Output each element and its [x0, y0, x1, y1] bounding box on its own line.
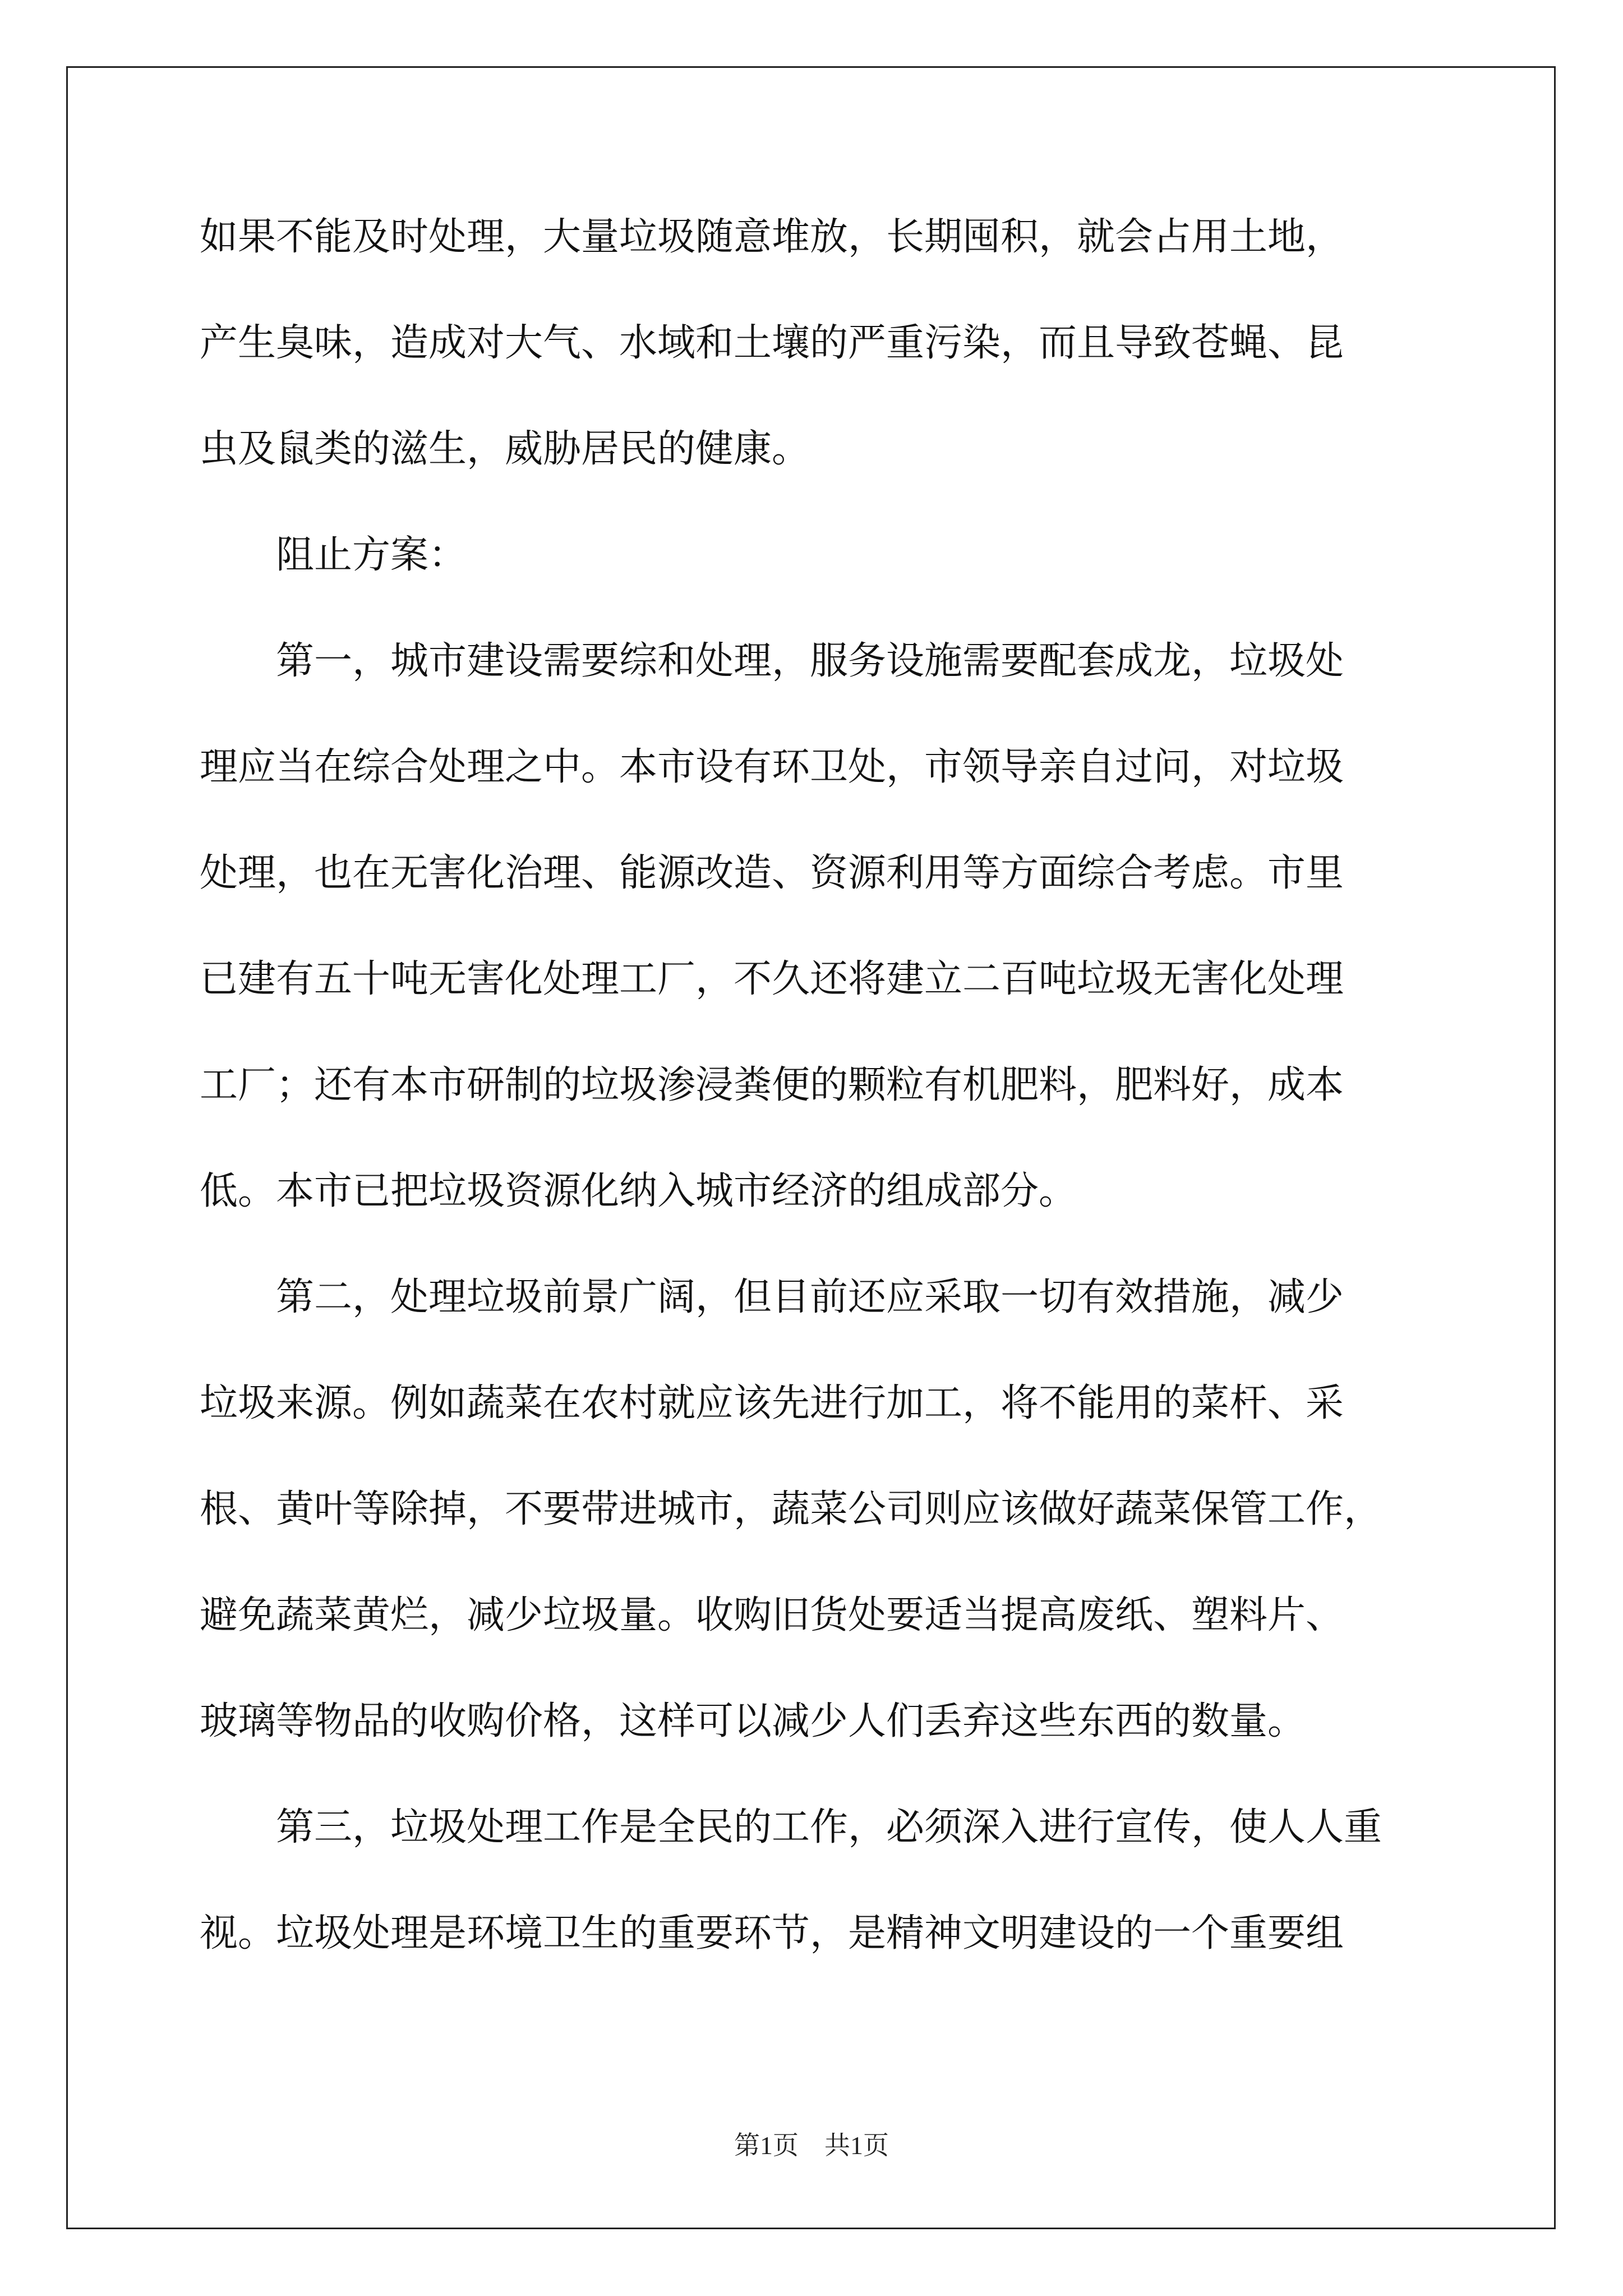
text-line: 第二，处理垃圾前景广阔，但目前还应采取一切有效措施，减少: [200, 1275, 1344, 1319]
text-line: 已建有五十吨无害化处理工厂，不久还将建立二百吨垃圾无害化处理: [200, 957, 1344, 1001]
page-border: [66, 66, 1556, 2229]
text-line: 根、黄叶等除掉，不要带进城市，蔬菜公司则应该做好蔬菜保管工作，: [200, 1487, 1382, 1531]
page-number: 第1页 共1页: [734, 2131, 889, 2160]
text-line: 视。垃圾处理是环境卫生的重要环节，是精神文明建设的一个重要组: [200, 1911, 1344, 1955]
section-heading: 阻止方案：: [200, 533, 467, 577]
text-line: 工厂；还有本市研制的垃圾渗浸粪便的颗粒有机肥料，肥料好，成本: [200, 1063, 1344, 1107]
text-line: 低。本市已把垃圾资源化纳入城市经济的组成部分。: [200, 1169, 1077, 1213]
text-line: 产生臭味，造成对大气、水域和土壤的严重污染，而且导致苍蝇、昆: [200, 321, 1344, 365]
text-line: 第三，垃圾处理工作是全民的工作，必须深入进行宣传，使人人重: [200, 1805, 1382, 1849]
text-line: 虫及鼠类的滋生，威胁居民的健康。: [200, 427, 810, 471]
text-line: 如果不能及时处理，大量垃圾随意堆放，长期囤积，就会占用土地，: [200, 215, 1344, 259]
text-line: 处理，也在无害化治理、能源改造、资源利用等方面综合考虑。市里: [200, 851, 1344, 895]
text-line: 垃圾来源。例如蔬菜在农村就应该先进行加工，将不能用的菜杆、采: [200, 1381, 1344, 1425]
text-line: 玻璃等物品的收购价格，这样可以减少人们丢弃这些东西的数量。: [200, 1699, 1306, 1743]
text-line: 第一，城市建设需要综和处理，服务设施需要配套成龙，垃圾处: [200, 639, 1344, 683]
text-line: 理应当在综合处理之中。本市设有环卫处，市领导亲自过问，对垃圾: [200, 745, 1344, 789]
text-line: 避免蔬菜黄烂，减少垃圾量。收购旧货处要适当提高废纸、塑料片、: [200, 1593, 1344, 1637]
